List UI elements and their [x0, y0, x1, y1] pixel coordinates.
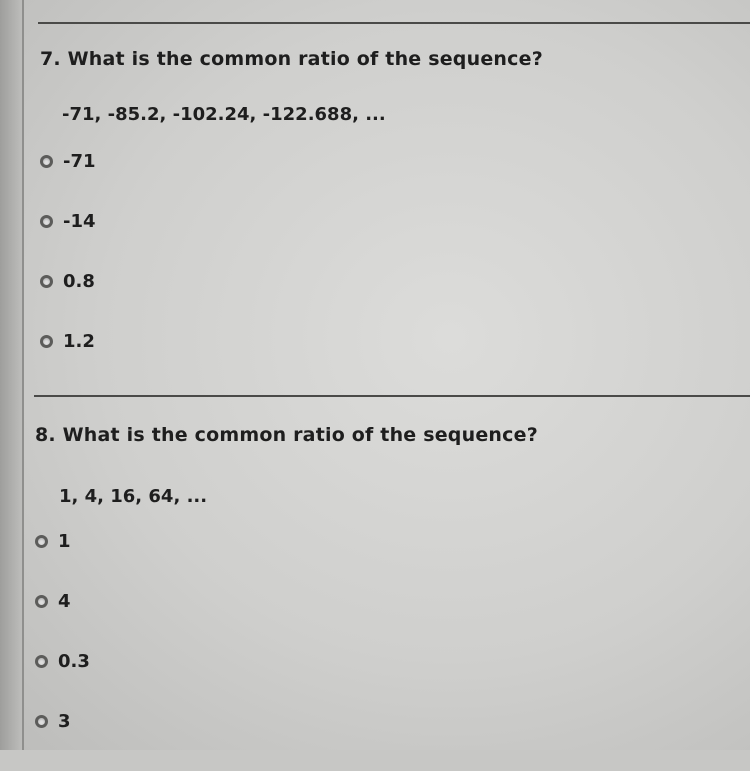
- q8-option-2[interactable]: [35, 591, 538, 611]
- q7-option-3[interactable]: [40, 271, 543, 291]
- q8-option-3[interactable]: [35, 651, 538, 671]
- radio-button[interactable]: [35, 655, 48, 668]
- question-divider: [34, 395, 750, 397]
- question-7-sequence: -71, -85.2, -102.24, -122.688, ...: [62, 104, 386, 125]
- radio-button[interactable]: [35, 715, 48, 728]
- q8-option-2-label: 4: [58, 590, 71, 612]
- radio-button[interactable]: [40, 155, 53, 168]
- q7-option-3-label: 0.8: [63, 270, 95, 292]
- q8-option-4[interactable]: [35, 711, 538, 731]
- question-7-choices: [40, 151, 543, 351]
- q7-option-2-label: -14: [63, 210, 96, 232]
- question-8-sequence: 1, 4, 16, 64, ...: [59, 486, 208, 507]
- question-8-title: 8. What is the common ratio of the sequence?: [35, 424, 538, 446]
- question-8: [35, 424, 538, 771]
- question-7: [40, 48, 543, 391]
- q8-option-3-label: 0.3: [58, 650, 90, 672]
- radio-button[interactable]: [40, 275, 53, 288]
- question-8-choices: [35, 531, 538, 731]
- q8-option-1-label: 1: [58, 530, 71, 552]
- radio-button[interactable]: [40, 215, 53, 228]
- radio-button[interactable]: [40, 335, 53, 348]
- q7-option-1[interactable]: [40, 151, 543, 171]
- left-divider: [22, 0, 24, 750]
- q8-option-1[interactable]: [35, 531, 538, 551]
- q8-option-4-label: 3: [58, 710, 71, 732]
- question-7-title: 7. What is the common ratio of the sequence?: [40, 48, 543, 70]
- q7-option-4[interactable]: [40, 331, 543, 351]
- q7-option-4-label: 1.2: [63, 330, 95, 352]
- left-margin: [0, 0, 22, 750]
- top-divider: [38, 22, 750, 24]
- radio-button[interactable]: [35, 595, 48, 608]
- radio-button[interactable]: [35, 535, 48, 548]
- q7-option-2[interactable]: [40, 211, 543, 231]
- q7-option-1-label: -71: [63, 150, 96, 172]
